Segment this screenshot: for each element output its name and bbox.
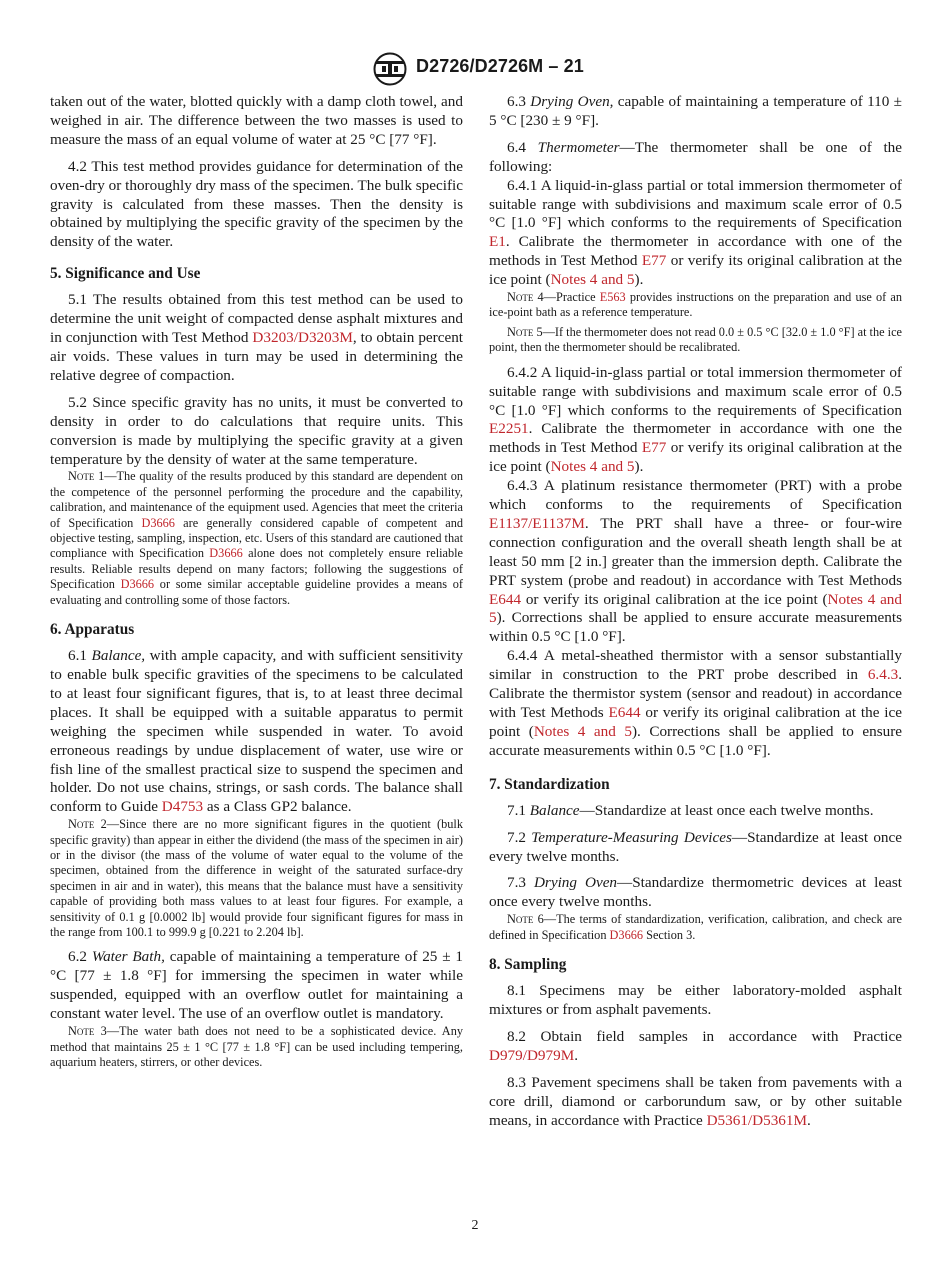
paragraph-8-1: 8.1 Specimens may be either laboratory-molded asphalt mixtures or from asphalt pavements.	[489, 982, 902, 1018]
paragraph-6-2: 6.2 Water Bath, capable of maintaining a temperature of 25 ± 1 °C [77 ± 1.8 °F] for immersing the specimen in water while suspended, equipped with an overflow outlet for maintaining a constant water level. The use of an overflow outlet is mandatory.	[50, 948, 464, 1023]
section-6-heading: 6. Apparatus	[50, 621, 135, 639]
section-5-heading: 5. Significance and Use	[50, 265, 201, 283]
link-e644[interactable]: E644	[608, 704, 641, 721]
link-d4753[interactable]: D4753	[161, 798, 204, 816]
link-e1137[interactable]: E1137/E1137M	[489, 514, 585, 532]
link-d3666[interactable]: D3666	[141, 515, 175, 530]
paragraph-4-1-continued: taken out of the water, blotted quickly with a damp cloth towel, and weighed in air. The difference between the two masses is used to measure the mass of an equal volume of water at 25 °C [77 °F].	[50, 93, 463, 148]
link-notes-4-5[interactable]: Notes 4 and 5	[550, 271, 635, 289]
link-d979[interactable]: D979/D979M	[489, 1046, 575, 1064]
link-notes-4-5[interactable]: Notes 4 and 5	[550, 458, 635, 476]
link-e77[interactable]: E77	[641, 439, 667, 457]
paragraph-6-4-4: 6.4.4 A metal-sheathed thermistor with a sensor substantially similar in construction to the PRT probe described in 6.4.3. Calibrate the thermistor system (sensor and readout) in accordance with Test Methods E644 or verify its original calibration at the ice point (Notes 4 and 5). Corrections shall be applied to ensure accurate measurements within 0.5 °C [1.0 °F].	[489, 647, 902, 759]
link-d3666[interactable]: D3666	[120, 577, 155, 592]
section-8-heading: 8. Sampling	[489, 956, 567, 974]
document-id: D2726/D2726M – 21	[416, 56, 584, 76]
paragraph-7-1: 7.1 Balance—Standardize at least once each twelve months.	[507, 801, 874, 819]
section-7-heading: 7. Standardization	[489, 775, 610, 793]
paragraph-6-1: 6.1 Balance, with ample capacity, and with sufficient sensitivity to enable bulk specific gravities of the specimens to be calculated to at least four significant figures, that is, to at least three decimal places. It shall be equipped with a suitable apparatus to permit weighing the specimen while suspended in water. To avoid erroneous readings by undue displacement of water, use wire or fish line of the smallest practical size to suspend the specimen and holder. Do not use chains, strings, or sash cords. The balance shall conform to Guide D4753 as a Class GP2 balance.	[50, 647, 463, 816]
link-6-4-3[interactable]: 6.4.3	[867, 666, 899, 684]
link-d3666[interactable]: D3666	[609, 927, 644, 942]
paragraph-5-2: 5.2 Since specific gravity has no units, it must be converted to density in order to do calculations that require units. This conversion is made by multiplying the specific gravity at a given temperature by the density of water at the same temperature.	[50, 393, 463, 468]
paragraph-4-2: 4.2 This test method provides guidance for determination of the oven-dry or thoroughly dry mass of the specimen. The bulk specific gravity is calculated from these masses. Then the density is obtained by multiplying the specific gravity of the specimen by the density of the water.	[50, 157, 463, 251]
link-d3203[interactable]: D3203/D3203M	[252, 329, 353, 347]
link-e1[interactable]: E1	[489, 233, 506, 251]
link-notes-4-5[interactable]: Notes 4 and 5	[533, 722, 632, 740]
left-column	[50, 93, 463, 1070]
page-header	[0, 50, 950, 86]
paragraph-8-2: 8.2 Obtain field samples in accordance with Practice D979/D979M.	[489, 1027, 902, 1064]
page-number: 2	[471, 1218, 479, 1233]
link-d5361[interactable]: D5361/D5361M	[706, 1111, 808, 1129]
note-5: Note 5—If the thermometer does not read 0.0 ± 0.5 °C [32.0 ± 1.0 °F] at the ice point, then the thermometer should be recalibrated.	[489, 324, 902, 355]
note-4: Note 4—Practice E563 provides instructions on the preparation and use of an ice-point bath as a reference temperature.	[489, 290, 902, 320]
paragraph-6-3: 6.3 Drying Oven, capable of maintaining a temperature of 110 ± 5 °C [230 ± 9 °F].	[489, 93, 902, 129]
paragraph-7-2: 7.2 Temperature-Measuring Devices—Standardize at least once every twelve months.	[489, 828, 902, 865]
right-column	[489, 93, 902, 1130]
astm-logo-icon	[372, 52, 408, 86]
note-6: Note 6—The terms of standardization, verification, calibration, and check are defined in Specification D3666 Section 3.	[489, 912, 902, 942]
paragraph-5-1: 5.1 The results obtained from this test method can be used to determine the unit weight of compacted dense asphalt mixtures and in conjunction with Test Method D3203/D3203M, to obtain percent air voids. These values in turn may be used in determining the relative degree of compaction.	[50, 291, 464, 384]
note-2: Note 2—Since there are no more significant figures in the quotient (bulk specific gravity) than appear in either the dividend (the mass of the specimen in air) or in the divisor (the mass of the volume of water equal to the volume of the specimen, obtained from the difference in weight of the saturated surface-dry specimen in air and in water), this means that the balance must have a sensitivity capable of providing both mass values to at least four figures. For example, a sensitivity of 0.1 g [0.0002 lb] would provide four significant figures for mass in the range from 100.1 to 999.9 g [0.221 to 2.204 lb].	[50, 817, 463, 940]
paragraph-7-3: 7.3 Drying Oven—Standardize thermometric devices at least once every twelve months.	[489, 874, 902, 911]
paragraph-6-4: 6.4 Thermometer—The thermometer shall be one of the following:	[489, 138, 903, 175]
paragraph-8-3: 8.3 Pavement specimens shall be taken from pavements with a core drill, diamond or carborundum saw, or by other suitable means, in accordance with Practice D5361/D5361M.	[489, 1073, 902, 1129]
link-d3666[interactable]: D3666	[209, 546, 243, 561]
paragraph-6-4-2: 6.4.2 A liquid-in-glass partial or total immersion thermometer of suitable range with subdivisions and maximum scale error of 0.5 °C [1.0 °F] which conforms to the requirements of Specification E2251. Calibrate the thermometer in accordance with one the methods in Test Method E77 or verify its original calibration at the ice point (Notes 4 and 5).	[489, 363, 902, 476]
link-e644[interactable]: E644	[489, 590, 522, 608]
link-e2251[interactable]: E2251	[489, 420, 529, 438]
link-notes-4-5[interactable]: Notes 4 and 5	[489, 590, 902, 627]
paragraph-6-4-1: 6.4.1 A liquid-in-glass partial or total immersion thermometer of suitable range with subdivisions and maximum scale error of 0.5 °C [1.0 °F] which conforms to the requirements of Specification E1. Calibrate the thermometer in accordance with one of the methods in Test Method E77 or verify its original calibration at the ice point (Notes 4 and 5).	[489, 176, 902, 289]
paragraph-6-4-3: 6.4.3 A platinum resistance thermometer (PRT) with a probe which conforms to the requirements of Specification E1137/E1137M. The PRT shall have a three- or four-wire connection configuration and the overall sheath length shall be at least 50 mm [2 in.] greater than the immersion depth. Calibrate the PRT system (probe and readout) in accordance with Test Methods E644 or verify its original calibration at the ice point (Notes 4 and 5). Corrections shall be applied to ensure accurate measurements within 0.5 °C [1.0 °F].	[489, 477, 902, 646]
link-e563[interactable]: E563	[599, 290, 626, 305]
note-3: Note 3—The water bath does not need to be a sophisticated device. Any method that maintains 25 ± 1 °C [77 ± 1.8 °F] can be used including tempering, aquarium heaters, stirrers, or other devices.	[50, 1024, 463, 1069]
link-e77[interactable]: E77	[641, 252, 667, 270]
note-1: Note 1—The quality of the results produced by this standard are dependent on the competence of the personnel performing the procedure and the capability, calibration, and maintenance of the equipment used. Agencies that meet the criteria of Specification D3666 are generally considered capable of competent and objective testing, sampling, inspection, etc. Users of this standard are cautioned that compliance with Specification D3666 alone does not completely ensure reliable results. Reliable results depend on many factors; following the suggestions of Specification D3666 or some similar acceptable guideline provides a means of evaluating and controlling some of those factors.	[50, 469, 464, 607]
